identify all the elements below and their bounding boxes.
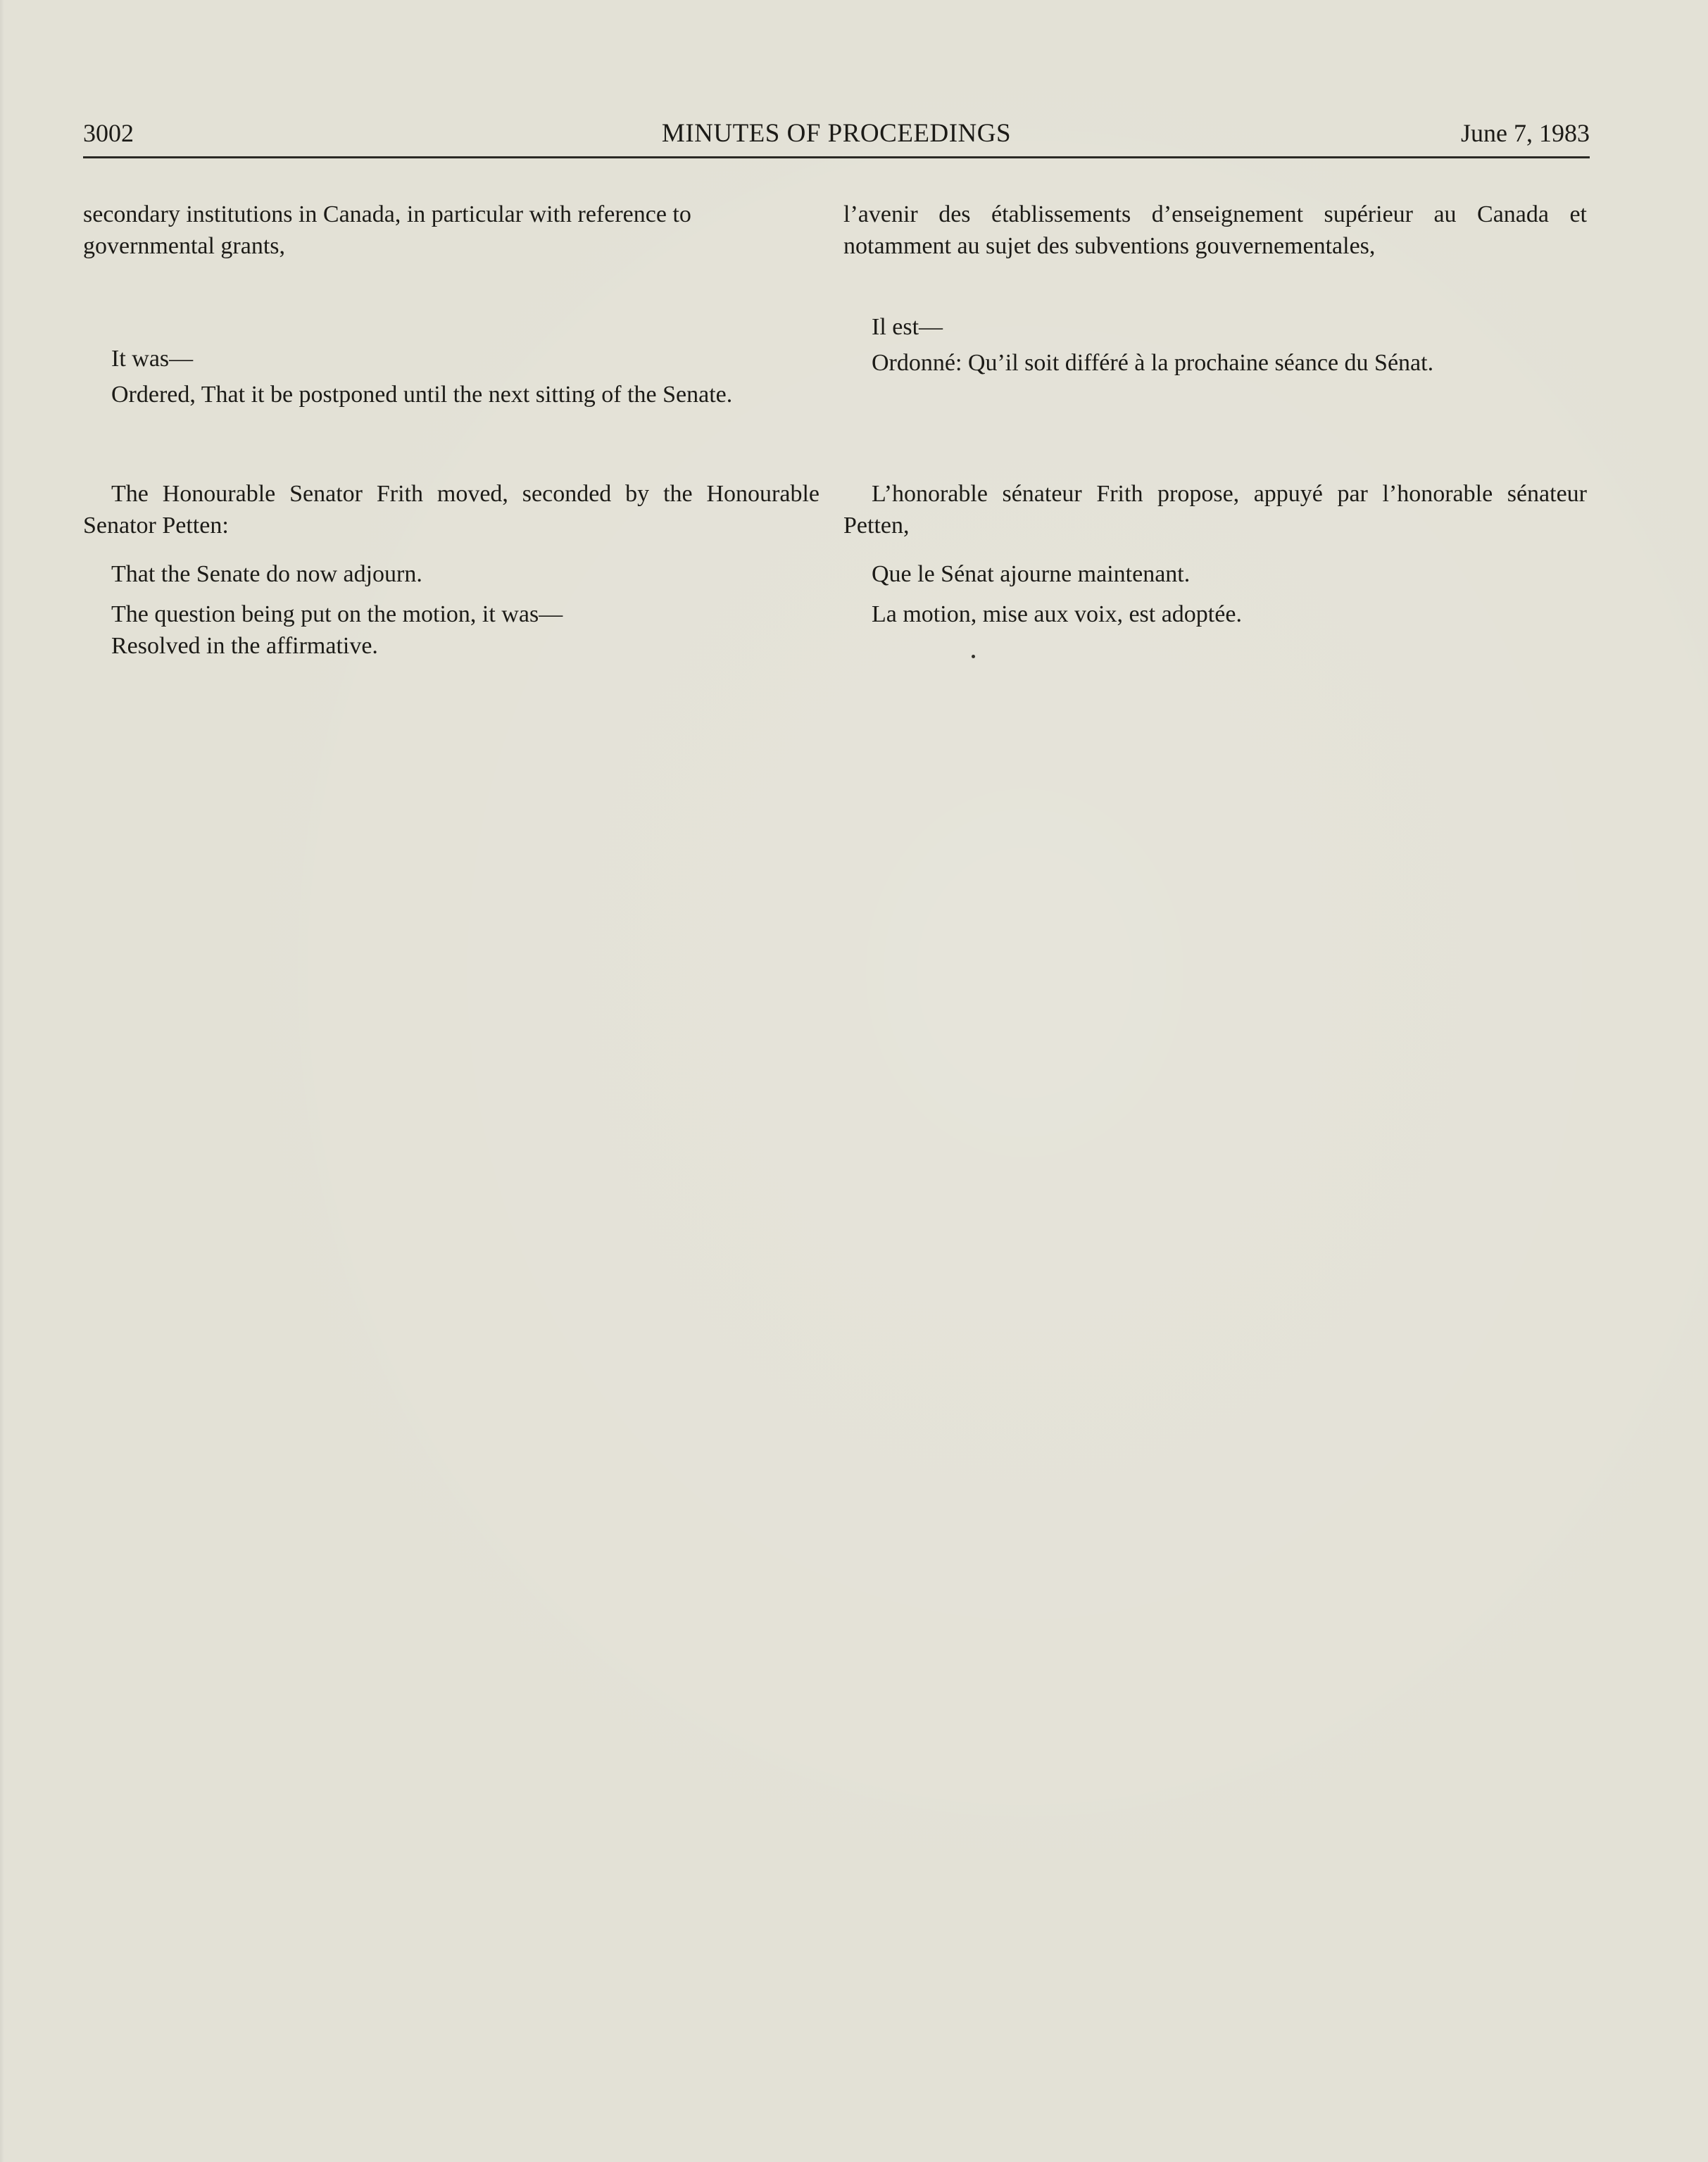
paragraph-question: The question being put on the motion, it was— bbox=[111, 601, 563, 627]
page-date: June 7, 1983 bbox=[1461, 119, 1590, 147]
paragraph-ordered: Ordered, That it be postponed until the next sitting of the Senate. bbox=[111, 382, 733, 408]
bleed-through-text bbox=[84, 704, 824, 2042]
paragraph-il-est: Il est— bbox=[872, 314, 943, 340]
page-title: MINUTES OF PROCEEDINGS bbox=[661, 119, 1012, 148]
paragraph-adjourn: That the Senate do now adjourn. bbox=[111, 561, 422, 587]
ink-speck bbox=[972, 655, 975, 658]
paragraph-it-was: It was— bbox=[111, 346, 194, 372]
paragraph-resolved: Resolved in the affirmative. bbox=[111, 633, 378, 659]
french-column bbox=[843, 199, 1587, 630]
paragraph-continuation-fr: l’avenir des établissements d’enseignement supérieur au Canada et notamment au sujet des subventions gouvernementales, bbox=[843, 201, 1587, 259]
page-number: 3002 bbox=[83, 119, 134, 147]
english-column bbox=[83, 199, 820, 662]
paragraph-motion: The Honourable Senator Frith moved, seconded by the Honourable Senator Petten: bbox=[83, 481, 820, 539]
paragraph-motion-fr: L’honorable sénateur Frith propose, appuyé par l’honorable sénateur Petten, bbox=[843, 481, 1587, 539]
page-header bbox=[83, 118, 1590, 153]
paragraph-ordonne: Ordonné: Qu’il soit différé à la prochaine séance du Sénat. bbox=[872, 350, 1434, 376]
page-edge-shadow bbox=[0, 0, 4, 2162]
paragraph-adoptee: La motion, mise aux voix, est adoptée. bbox=[872, 601, 1242, 627]
header-rule bbox=[83, 156, 1590, 158]
paragraph-ajourne: Que le Sénat ajourne maintenant. bbox=[872, 561, 1191, 587]
paragraph-continuation: secondary institutions in Canada, in particular with reference to governmental grants, bbox=[83, 201, 691, 259]
